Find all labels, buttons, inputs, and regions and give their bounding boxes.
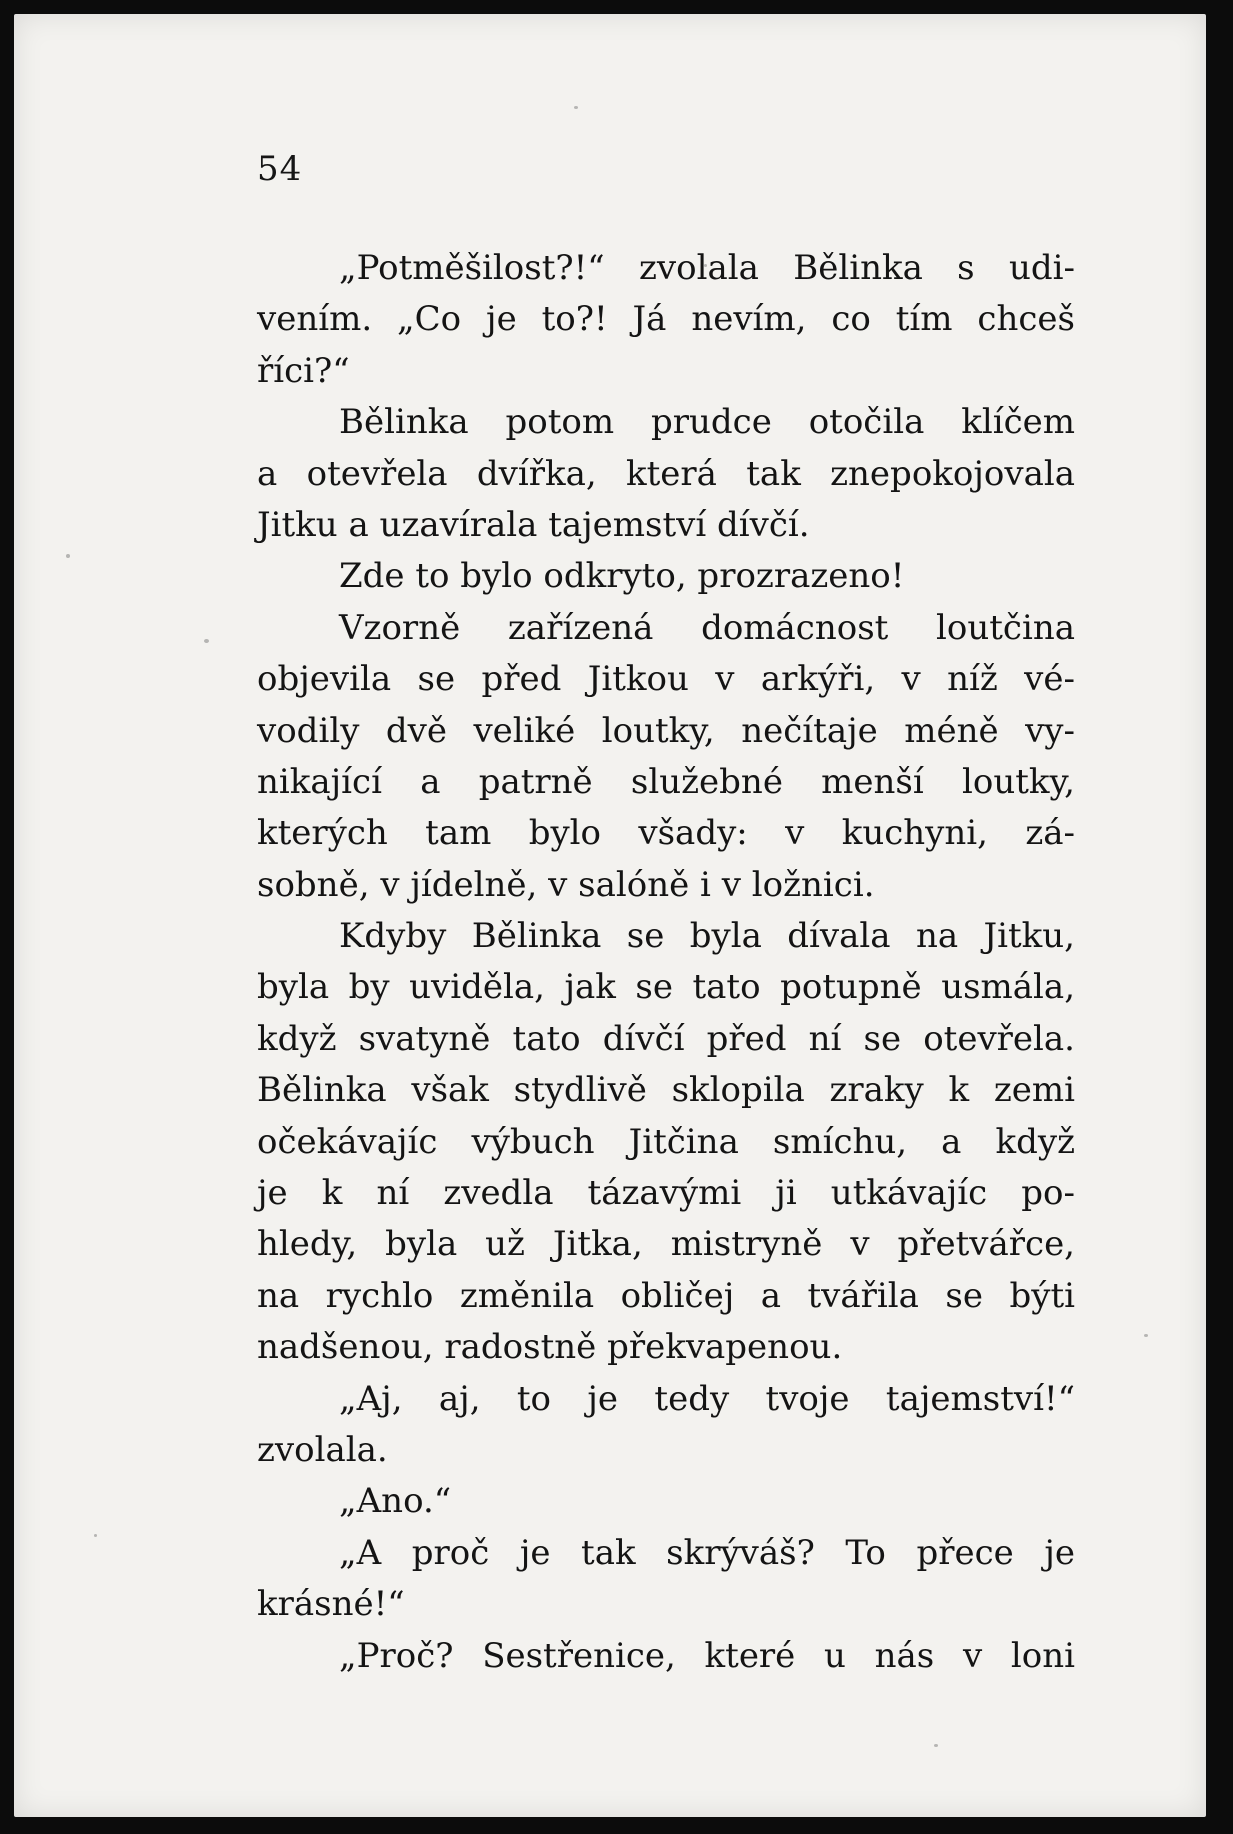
- text-line: Bělinka však stydlivě sklopila zraky k zemi: [257, 1070, 1075, 1111]
- text-line: je k ní zvedla tázavými ji utkávajíc po-: [257, 1173, 1075, 1214]
- text-line: vodily dvě veliké loutky, nečítaje méně vy-: [257, 710, 1075, 751]
- text-line: očekávajíc výbuch Jitčina smíchu, a když: [257, 1121, 1075, 1162]
- text-line: nadšenou, radostně překvapenou.: [257, 1327, 843, 1368]
- paper-speck: [66, 554, 70, 558]
- text-line: vením. „Co je to?! Já nevím, co tím chceš: [257, 299, 1075, 340]
- paper-speck: [574, 106, 578, 109]
- text-line: hledy, byla už Jitka, mistryně v přetvářce,: [257, 1224, 1075, 1265]
- text-line: „Potměšilost?!“ zvolala Bělinka s udi-: [339, 248, 1075, 288]
- text-line: byla by uviděla, jak se tato potupně usmála,: [257, 967, 1075, 1008]
- text-line: „Proč? Sestřenice, které u nás v loni: [339, 1635, 1075, 1676]
- text-line: „Aj, aj, to je tedy tvoje tajemství!“: [339, 1378, 1075, 1419]
- book-page: [14, 14, 1206, 1817]
- text-line: krásné!“: [257, 1584, 405, 1625]
- text-line: „A proč je tak skrýváš? To přece je: [339, 1532, 1075, 1573]
- text-line: na rychlo změnila obličej a tvářila se býti: [257, 1275, 1075, 1316]
- body-text: [257, 243, 1075, 1682]
- text-line: „Ano.“: [339, 1481, 452, 1522]
- paper-speck: [94, 1534, 97, 1537]
- paper-speck: [934, 1744, 938, 1747]
- page-number: 54: [257, 149, 303, 189]
- text-line: kterých tam bylo všady: v kuchyni, zá-: [257, 813, 1075, 854]
- text-line: Kdyby Bělinka se byla dívala na Jitku,: [339, 916, 1075, 957]
- text-line: říci?“: [257, 350, 350, 391]
- text-line: když svatyně tato dívčí před ní se otevřela.: [257, 1018, 1075, 1059]
- text-line: Jitku a uzavírala tajemství dívčí.: [257, 504, 810, 545]
- paper-speck: [1144, 1334, 1148, 1337]
- text-line: zvolala.: [257, 1429, 388, 1470]
- text-line: nikající a patrně služebné menší loutky,: [257, 761, 1075, 802]
- text-line: Bělinka potom prudce otočila klíčem: [339, 402, 1075, 443]
- text-line: objevila se před Jitkou v arkýři, v níž vé-: [257, 659, 1075, 700]
- paper-speck: [204, 639, 209, 643]
- text-line: Vzorně zařízená domácnost loutčina: [339, 607, 1075, 648]
- text-line: sobně, v jídelně, v salóně i v ložnici.: [257, 864, 875, 905]
- text-line: Zde to bylo odkryto, prozrazeno!: [339, 556, 905, 597]
- text-line: a otevřela dvířka, která tak znepokojovala: [257, 453, 1075, 494]
